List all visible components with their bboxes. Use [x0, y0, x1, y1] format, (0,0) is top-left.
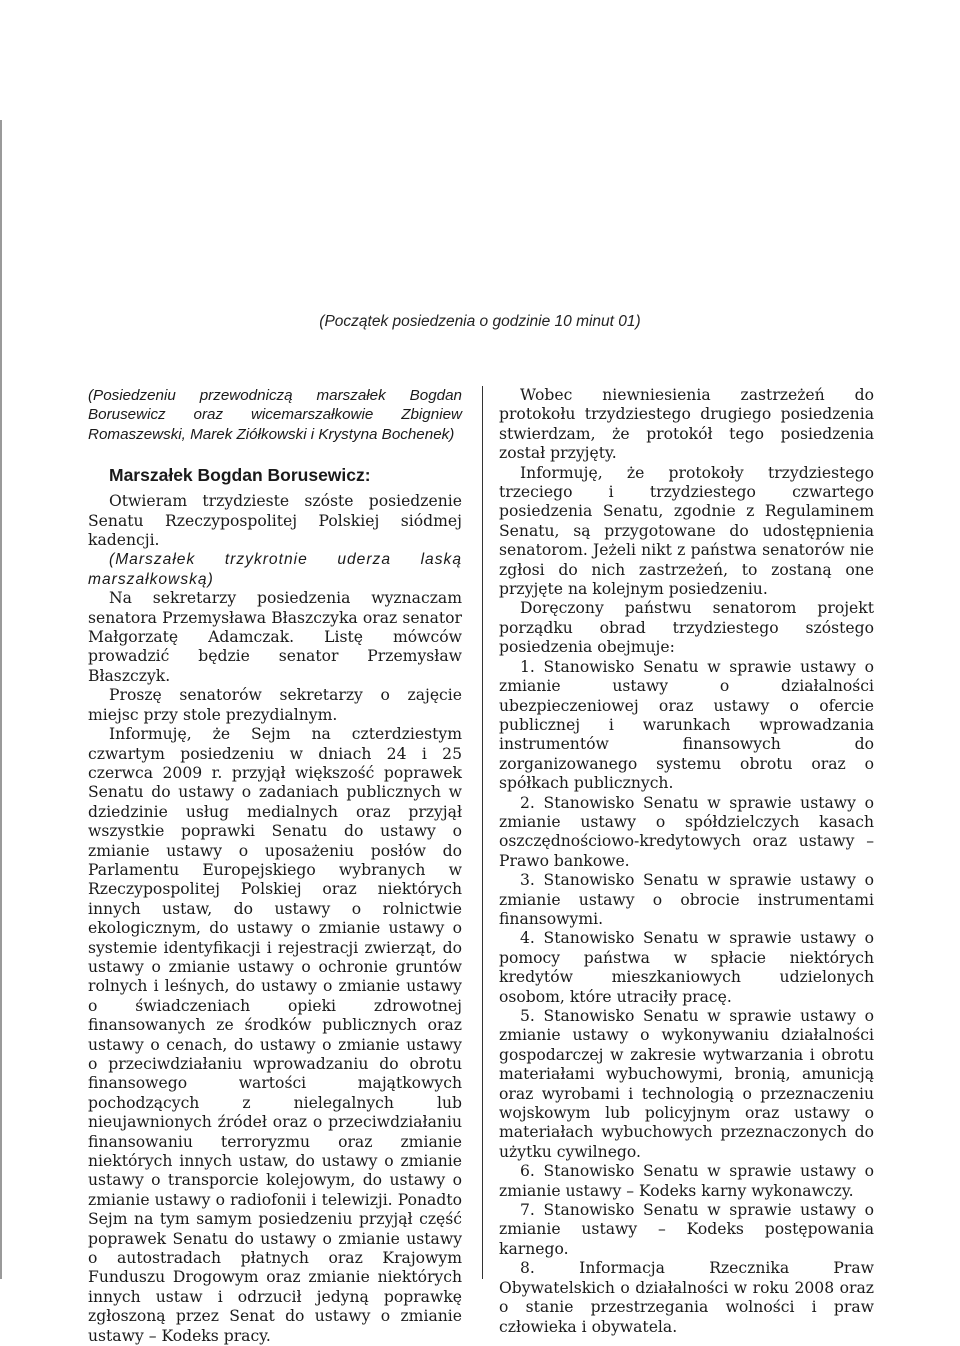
stage-direction: (Marszałek trzykrotnie uderza laską marszałkowską) — [88, 551, 462, 588]
paragraph-seats: Proszę senatorów sekretarzy o zajęcie miejsc przy stole prezydialnym. — [88, 686, 462, 724]
column-divider — [482, 386, 483, 1279]
session-start-note: (Początek posiedzenia o godzinie 10 minut 01) — [319, 313, 641, 330]
agenda-item: 4. Stanowisko Senatu w sprawie ustawy o pomocy państwa w spłacie niektórych kredytów mieszkaniowych udzielonych osobom, które utraciły pracę. — [499, 929, 874, 1006]
agenda-item: 6. Stanowisko Senatu w sprawie ustawy o zmianie ustawy – Kodeks karny wykonawczy. — [499, 1162, 874, 1200]
paragraph-secretaries: Na sekretarzy posiedzenia wyznaczam senatora Przemysława Błaszczyka oraz senator Małgorzatę Adamczak. Listę mówców prowadzić będzie senator Przemysław Błaszczyk. — [88, 589, 462, 685]
paragraph-agenda-intro: Doręczony państwu senatorom projekt porządku obrad trzydziestego szóstego posiedzenia obejmuje: — [499, 599, 874, 657]
paragraph-protocols-info: Informuję, że protokoły trzydziestego trzeciego i trzydziestego czwartego posiedzenia Senatu, zgodnie z Regulaminem Senatu, są przygotowane do udostępnienia senatorom. Jeżeli nikt z państwa senatorów nie zgłosi do nich zastrzeżeń, to zostaną one przyjęte na kolejnym posiedzeniu. — [499, 463, 874, 599]
agenda-item: 3. Stanowisko Senatu w sprawie ustawy o zmianie ustawy o obrocie instrumentami finansowymi. — [499, 871, 874, 928]
paragraph-sejm-info: Informuję, że Sejm na czterdziestym czwartym posiedzeniu w dniach 24 i 25 czerwca 2009 r. przyjął większość poprawek Senatu do ustawy o zadaniach publicznych w dziedzinie usług medialnych oraz przyjął wszystkie poprawki Senatu do ustawy o zmianie ustawy o uposażeniu posłów do Parlamentu Europejskiego wybranych w Rzeczypospolitej Polskiej oraz niektórych innych ustaw, do ustawy o rolnictwie ekologicznym, do ustawy o zmianie ustawy o systemie identyfikacji i rejestracji zwierząt, do ustawy o zmianie ustawy o ochronie gruntów rolnych i leśnych, do ustawy o zmianie ustawy o świadczeniach opieki zdrowotnej finansowanych ze środków publicznych oraz ustawy o cenach, do ustawy o zmianie ustawy o przeciwdziałaniu wprowadzaniu do obrotu finansowego wartości majątkowych pochodzących z nielegalnych lub nieujawnionych źródeł oraz o przeciwdziałaniu finansowaniu terroryzmu oraz zmianie niektórych innych ustaw, do ustawy o zmianie ustawy o transporcie kolejowym, do ustawy o zmianie ustawy o radiofonii i telewizji. Ponadto Sejm na tym samym posiedzeniu przyjął część poprawek Senatu do ustawy o zmianie ustawy o autostradach płatnych oraz Krajowym Funduszu Drogowym oraz zmianie niektórych innych ustaw i odrzucił jedyną poprawkę zgłoszoną przez Senat do ustawy o zmianie ustawy – Kodeks pracy. — [88, 725, 462, 1345]
agenda-item: 1. Stanowisko Senatu w sprawie ustawy o zmianie ustawy o działalności ubezpieczeniowej oraz ustawy o ofercie publicznej i warunkach wprowadzania instrumentów finansowych do zorganizowanego systemu obrotu oraz o spółkach publicznych. — [499, 657, 874, 793]
presiding-note: (Posiedzeniu przewodniczą marszałek Bogdan Borusewicz oraz wicemarszałkowie Zbigniew Romaszewski, Marek Ziółkowski i Krystyna Bochenek) — [88, 387, 462, 443]
agenda-item: 7. Stanowisko Senatu w sprawie ustawy o zmianie ustawy – Kodeks postępowania karnego. — [499, 1201, 874, 1258]
agenda-item: 2. Stanowisko Senatu w sprawie ustawy o zmianie ustawy o spółdzielczych kasach oszczędnościowo-kredytowych oraz ustawy – Prawo bankowe. — [499, 793, 874, 870]
left-column — [88, 386, 462, 1346]
paragraph-protocol: Wobec niewniesienia zastrzeżeń do protokołu trzydziestego drugiego posiedzenia stwierdzam, że protokół tego posiedzenia został przyjęty. — [499, 386, 874, 463]
agenda-item: 5. Stanowisko Senatu w sprawie ustawy o zmianie ustawy o wykonywaniu działalności gospodarczej w zakresie wytwarzania i obrotu materiałami wybuchowymi, bronią, amunicją oraz wyrobami i technologią o przeznaczeniu wojskowym lub policyjnym oraz ustawy o materiałach wybuchowych przeznaczonych do użytku cywilnego. — [499, 1007, 874, 1161]
agenda-item: 8. Informacja Rzecznika Praw Obywatelskich o działalności w roku 2008 oraz o stanie przestrzegania wolności i praw człowieka i obywatela. — [499, 1259, 874, 1336]
speaker-heading: Marszałek Bogdan Borusewicz: — [109, 465, 371, 486]
right-column — [499, 386, 874, 1337]
page-margin-rule — [0, 120, 2, 1279]
paragraph-opening: Otwieram trzydzieste szóste posiedzenie Senatu Rzeczypospolitej Polskiej siódmej kadencji. — [88, 492, 462, 550]
